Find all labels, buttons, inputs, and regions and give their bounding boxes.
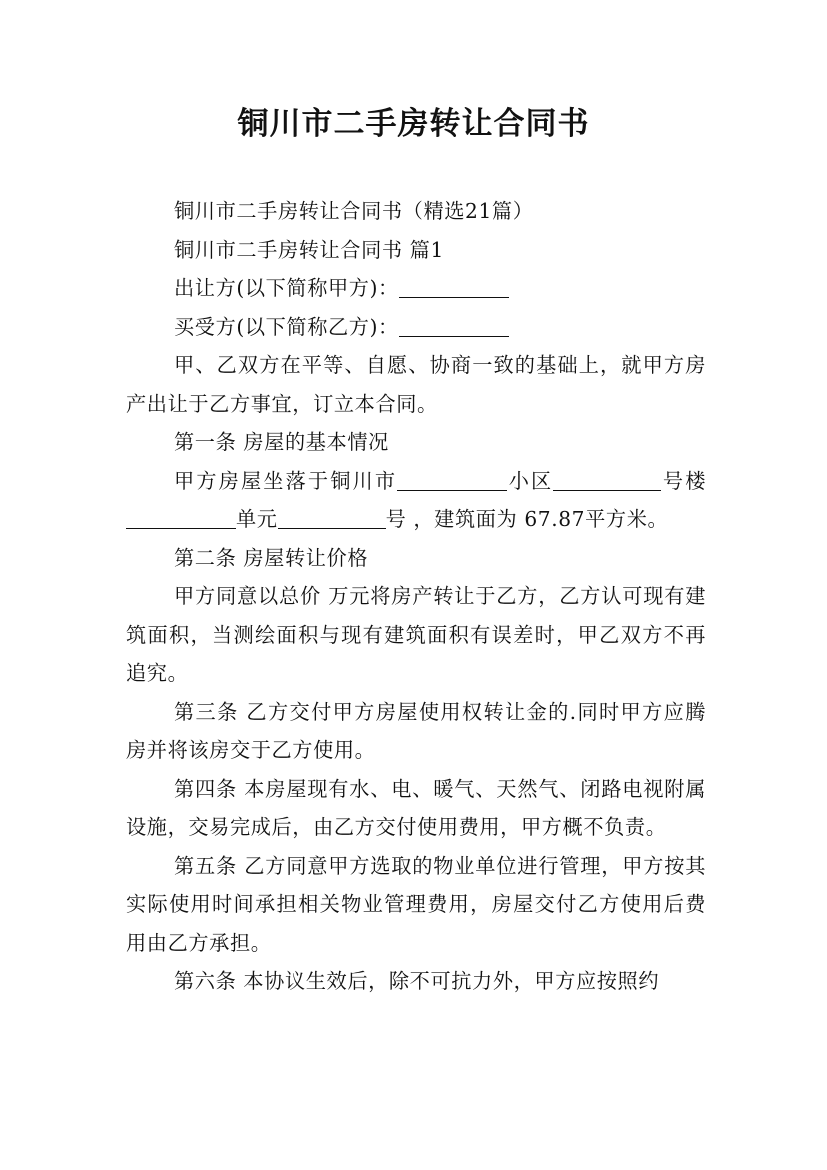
art1-part1: 甲方房屋坐落于铜川市 [174, 468, 398, 493]
intro-paragraph: 甲、乙双方在平等、自愿、协商一致的基础上，就甲方房产出让于乙方事宜，订立本合同。 [126, 353, 706, 416]
art1-part4: 单元 [236, 507, 278, 531]
city-blank [397, 468, 507, 491]
article-2-text: 甲方同意以总价 万元将房产转让于乙方，乙方认可现有建筑面积，当测绘面积与现有建筑面积有误差时，甲乙双方不再追究。 [126, 584, 706, 685]
building-blank [126, 506, 236, 529]
art1-part3: 号楼 [661, 468, 706, 493]
article-1-heading: 第一条 房屋的基本情况 [174, 430, 389, 454]
document-body [126, 192, 706, 1001]
community-blank [553, 468, 661, 491]
section-heading: 铜川市二手房转让合同书 篇1 [174, 237, 444, 262]
article-3-text: 第三条 乙方交付甲方房屋使用权转让金的.同时甲方应腾房并将该房交于乙方使用。 [126, 699, 706, 762]
article-6-text: 第六条 本协议生效后，除不可抗力外，甲方应按照约 [174, 969, 660, 993]
seller-label: 出让方(以下简称甲方)： [174, 276, 399, 300]
art1-part5: 号 ，建筑面为 67.87平方米。 [385, 507, 669, 531]
article-2-heading: 第二条 房屋转让价格 [174, 545, 369, 570]
subtitle: 铜川市二手房转让合同书（精选21篇） [174, 199, 534, 223]
seller-line [126, 269, 706, 308]
buyer-blank [399, 314, 509, 337]
seller-blank [399, 275, 509, 298]
unit-blank [278, 506, 386, 529]
art1-part2: 小区 [507, 468, 554, 493]
article-4-text: 第四条 本房屋现有水、电、暖气、天然气、闭路电视附属设施，交易完成后，由乙方交付使用费用，甲方概不负责。 [126, 776, 706, 839]
document-title: 铜川市二手房转让合同书 [237, 106, 590, 142]
buyer-label: 买受方(以下简称乙方)： [174, 314, 399, 339]
article-5-text: 第五条 乙方同意甲方选取的物业单位进行管理，甲方按其实际使用时间承担相关物业管理费用，房屋交付乙方使用后费用由乙方承担。 [126, 853, 706, 955]
article-1-text [126, 462, 706, 539]
buyer-line [126, 308, 706, 347]
